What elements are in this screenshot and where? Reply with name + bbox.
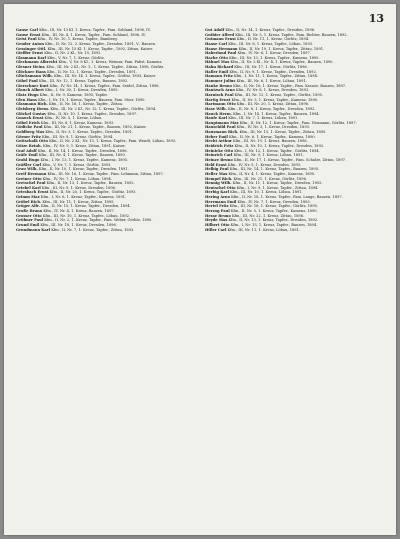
entry-name: Haufe Karl [205, 116, 228, 121]
entry-text: Kfm., IV, Nr. 6, 1. Kreuz, Dresden, 1897. [237, 51, 311, 56]
entry-text: Kfm., II, Nr. 2 Kl., Nr. 15, 1. Kreuz, Tapfer., Fam. Wendt, Löbau, 1893. [49, 139, 177, 144]
entry-name: Haller Emil [205, 69, 229, 74]
entry-text: Kfm., II, Nr. 10, 1. Kreuz, Tapfer., Dresden, 1892. [234, 144, 325, 149]
entry-text: Kfm., II, Nr. 15, 1. Kreuz, Tapfer., Dresden, 1894. [40, 204, 131, 209]
entry-name: Haberland Paul [205, 51, 237, 56]
entry-name: Grundmann Karl [16, 227, 51, 232]
entry-text: Kfm., III, Nr. 11, 1. Kreuz, Zittau, 1895. [42, 199, 115, 204]
entry-name: Hamann Fritz [205, 74, 233, 79]
entry-text: Kfm., IV, Nr. 10, 1. Kreuz, Tapfer., Bamberg. [37, 37, 119, 42]
entry-text: Kfm., II, Nr. 4, 1. Kreuz, Tapfer., Kamenz, 1890. [228, 171, 316, 176]
entry-name: Grimm Max [16, 195, 40, 200]
entry-text: Kfm., II, Nr. 12, 1. Kreuz, Tapfer., Fam. Neumann, Görlitz, 1897. [239, 120, 357, 125]
entry-name: Hentschel Otto [205, 185, 236, 190]
entry-name: Heber Emil [205, 134, 228, 139]
entry-name: Hache Otto [205, 55, 228, 60]
directory-entry [16, 228, 197, 232]
entry-name: Göbel Paul [16, 79, 38, 84]
entry-text: Kfm., I, Nr. 11, 1. Kreuz, Tapfer., Zittau, 1894. [233, 74, 319, 79]
entry-text: Kfm., II, Nr. 10, 1. Kreuz, Tapfer., Dresden, 1891. [38, 167, 129, 172]
entry-text: Kfm., III, Nr. 16, 1. Kreuz, Tapfer., Fam. Lehmann, Zittau, 1897. [47, 171, 164, 176]
entry-name: Hering Arno [205, 195, 231, 200]
entry-text: Kfm., II, Nr. 13, 1. Kreuz, Tapfer., Dresden, 1892. [228, 218, 319, 223]
entry-text: Kfm., III, Nr. 2 Kl., Nr. 1., 1. Kreuz, Tapfer., Zittau, 1896, Görlitz. [46, 65, 165, 70]
entry-name: Herbig Karl [205, 190, 229, 195]
entry-text: Kfm., III, Nr. 9, 1. Kreuz, Dresden, 1896. [41, 185, 117, 190]
entry-text: Kfm., III, Nr. 14, 1. Kreuz, Tapfer., Bauzen, 1895. [229, 167, 320, 172]
entry-text: Kfm., II, Nr. 11, 1. Kreuz, Tapfer., Dresden, 1892. [232, 181, 323, 186]
entry-text: Kfm., II, Nr. 7, 1. Kreuz, Tapfer., Zittau, 1893. [51, 227, 135, 232]
entry-name: Harnisch Paul [205, 92, 234, 97]
entry-text: Kfm., III, Nr. 14, 1. Kreuz, Tapfer., Görlitz, 1893, Kaiser. [54, 74, 156, 79]
entry-name: Gräßler Carl [16, 162, 42, 167]
entry-text: Kfm., IV, Nr. 5, 1. Kreuz, Löbau. [44, 116, 103, 121]
text-columns [16, 28, 386, 527]
entry-text: Kfm., II, Nr. 3, 1. Kreuz, Tapfer., Kamenz, 1890. [231, 97, 319, 102]
entry-text: Kfm., III, Nr. 8, 1. Kreuz, Kamenz, 1893. [40, 120, 115, 125]
entry-name: Gieffler Ernst [16, 51, 44, 56]
entry-name: Grund Emil [16, 222, 40, 227]
entry-name: Hecht Arthur [205, 139, 232, 144]
entry-text: Kfm., III, Nr. 7, 1. Kreuz, Löbau, 1891. [228, 116, 299, 121]
entry-name: Gut Adolf [205, 28, 225, 32]
entry-text: Kfm., III, Nr. 5, 1. Kreuz, Tapfer., Fam. Richter, Bauzen, 1892. [235, 32, 348, 37]
entry-name: Heidrich Fritz [205, 144, 234, 149]
entry-name: Gierschner Kurt [16, 83, 49, 88]
entry-text: Kfm., III, Nr. 18, 1. Kreuz, Dresden, 1896. [40, 222, 117, 227]
entry-text: Kfm., III, Nr. 6, 1. Kreuz, Löbau, 1891. [236, 79, 307, 84]
entry-name: Glöckner Hans [16, 69, 46, 74]
entry-name: Gleisberg Herm. [16, 106, 50, 111]
entry-text: Kfm., IV, Nr. 8, 1. Kreuz, Dresden, 1893. [235, 88, 310, 93]
entry-text: Kfm., III, Nr. 8, 1. Kreuz, Tapfer., Löbau, 1893. [228, 41, 314, 46]
entry-name: Heinicke Otto [205, 148, 234, 153]
entry-text: Kfm., II, Nr. 12, 2. Kreuz, Tapfer., Dresden, 1891, V., Bauzen. [45, 41, 157, 46]
entry-text: Kfm., II, Nr. 2 Kl., Nr. 15, 1892. [44, 51, 102, 56]
entry-text: Kfm., IV, Nr. 3, 1. Kreuz, Dresden, 1893. [236, 125, 311, 130]
entry-name: Hartig Ernst [205, 97, 231, 102]
right-column [205, 28, 386, 527]
entry-name: Gödicke Paul [16, 125, 43, 130]
entry-text: Kfm., II, Nr. 20, 1. Kreuz, Tapfer., Görlitz, 1893. [49, 190, 137, 195]
entry-text: Kfm., II, Nr. 2 Kl., Nr. 4, 1. Kreuz, Tapfer., Bauzen, 1890. [230, 60, 334, 65]
entry-text: Kfm., IV, Nr. 7, 1. Kreuz, Löbau, 1894. [42, 176, 112, 181]
document-page [4, 4, 396, 535]
entry-name: Hähnel Max [205, 60, 230, 65]
entry-text: Kfm., II, Nr. 16, 1. Kreuz, Tapfer., Zittau. [48, 102, 124, 107]
entry-name: Graf Adolf [16, 148, 37, 153]
entry-text: Kfm., II, Nr. 17, 1. Kreuz, Tapfer., Fam. Schulze, Zittau, 1897. [233, 157, 347, 162]
entry-text: Kfm., II, Nr. 11, 1. Kreuz, Görlitz, 1894. [237, 37, 310, 42]
entry-text: Kfm., II, Nr. 19, 1. Kreuz, Tapfer., Zittau, 1891. [238, 46, 325, 51]
entry-text: Kfm., II, Nr. 12, 1. Kreuz, Tapfer., Dresden, 1891. [47, 69, 137, 74]
entry-name: Glasmann Rich. [16, 102, 48, 107]
entry-text: Kfm., II, Nr. 18, 1. Kreuz, Tapfer., Fam. Lange, Bauzen, 1897. [231, 195, 343, 200]
entry-text: Kfm., I, Nr. 13, 1. Kreuz, Tapfer., Kamenz, 1895. [40, 157, 129, 162]
entry-name: Glatz Hugo [16, 92, 39, 97]
entry-name: Große Bruno [16, 208, 43, 213]
directory-entry [205, 228, 386, 232]
entry-text: Kfm., III, Nr. 8, 1. Kreuz, Görlitz, 1894. [42, 134, 114, 139]
entry-name: Hiller Carl [205, 227, 227, 232]
entry-text: Kfm., II, Nr. 16, 1. Kreuz, Tapfer., Fam. Krause, Bauzen, 1897. [233, 83, 347, 88]
entry-name: Hausmann Rich. [205, 130, 239, 135]
entry-name: Hertel Fritz [205, 204, 229, 209]
entry-name: Gottschalk Otto [16, 139, 48, 144]
entry-name: Glücksmann Wilh. [16, 74, 53, 79]
entry-text: Kfm., III, Nr. 10, 1. Kreuz, Tapfer., Löbau, 1892. [42, 213, 131, 218]
entry-text: Kfm., II, Nr. 9, 1. Kreuz, Tapfer., Dresden, 1892. [229, 69, 317, 74]
entry-text: Kfm., I, Nr. 30, 1. Kreuz, Dresden, 1895. [45, 88, 119, 93]
entry-text: Kfm., III, Nr. 2 Kl., Nr. 12, 1. Kreuz, Tapfer., Görlitz, 1894. [50, 106, 157, 111]
entry-text: Kfm., II, Nr. 3, 1. Kreuz, Tapfer., Dresden, 1891. [45, 130, 133, 135]
entry-text: Kfm., III, Nr. 15, 1. Kreuz, Tapfer., Zittau, 1895. [239, 130, 327, 135]
entry-name: Hauck Herm. [205, 111, 232, 116]
entry-name: Hanke Bruno [205, 83, 232, 88]
entry-text: Kfm., III, Nr. 12, 1. Kreuz, Tapfer., Görlitz, 1895. [234, 92, 324, 97]
entry-text: Kfm., I, Nr. 6, 1. Kreuz, Tapfer., Kamenz, 1891. [40, 195, 127, 200]
entry-text: Kfm., III, Nr. 12, 1. Kreuz, Tapfer., Bauzen, 1892. [38, 79, 129, 84]
entry-name: Helbig Paul [205, 167, 229, 172]
entry-name: Glöckel Gustav [16, 111, 47, 116]
entry-text: Kfm., II, Nr. 6, 1. Kreuz, Tapfer., Kamenz, 1890. [229, 134, 316, 139]
entry-name: Gleckmann Albrecht [16, 60, 58, 65]
entry-name: Glauch Albert [16, 88, 44, 93]
entry-name: Hilbert Otto [205, 222, 230, 227]
entry-name: Heinrich Carl [205, 153, 233, 158]
entry-name: Hesse Bruno [205, 213, 231, 218]
entry-text: Kfm., V, Nr. 8 Kl., 1. Kreuz, Weimar, Fam. Pabst, Kamenz. [58, 60, 163, 65]
entry-text: Kfm., I, Nr. 10, 1. Kreuz, Tapfer., Bauzen, Fam. Stier, 1890. [38, 97, 146, 102]
entry-name: Glasmann Karl [16, 55, 47, 60]
entry-name: Hahn Richard [205, 65, 234, 70]
entry-text: Kfm., I, Nr. 9, 1. Kreuz, Tapfer., Zittau, 1894. [236, 185, 319, 190]
entry-text: Kfm., III, Nr. 21, 1. Kreuz, Tapfer., Bauzen, 1892, Kaiser. [43, 125, 147, 130]
entry-text: Kfm., III, Nr. 9, 1. Kreuz, Löbau, 1891. [233, 153, 304, 158]
entry-name: Grahl Hugo [16, 157, 40, 162]
entry-name: Heinze Bruno [205, 157, 233, 162]
entry-name: Goldberg Max [16, 130, 45, 135]
entry-name: Hennig Wilh. [205, 181, 232, 186]
entry-name: Gräfe Emil [16, 153, 38, 158]
entry-text: Kfm., IV, Nr. 14, 1. Kreuz, Tapfer., Fam. Seidel, Zittau, 1896. [49, 83, 160, 88]
entry-name: Glen Hans [16, 97, 37, 102]
entry-name: Greif Hermann [16, 171, 47, 176]
entry-text: Kfm., II, Nr. 8, 1. Kreuz, Tapfer., Dresden, 1892. [228, 106, 316, 111]
entry-name: Gröbel Rich. [16, 199, 42, 204]
entry-text: Kfm., II, Nr. 10, 1. Kreuz, Tapfer., Dresden, 1897. [47, 111, 138, 116]
entry-text: Kfm., II, Nr. 9, Kamenz, 1895, Tapfer. [39, 92, 108, 97]
entry-text: Kfm., I, Nr. 14, 1. Kreuz, Tapfer., Bauzen, 1894. [233, 111, 320, 116]
entry-name: Griesbach Ernst [16, 190, 49, 195]
entry-name: Gender Anton [16, 41, 44, 46]
entry-name: Göbel Erich [16, 120, 40, 125]
entry-text: Kfm., III, Nr. 4, 1. Kreuz, Tapfer., Bauzen, 1890. [38, 153, 126, 158]
entry-name: Held Ernst [205, 162, 227, 167]
entry-name: Gause Carl [16, 28, 39, 32]
entry-name: Gessinger Ottl. [16, 46, 47, 51]
entry-text: Kfm., III, Nr. 20, 1. Kreuz, Zittau, 1896. [236, 102, 310, 107]
entry-text: Kfm., III, Nr. 13, 1. Kreuz, Tapfer., Kamenz, 1895. [229, 55, 320, 60]
entry-name: Heller Max [205, 171, 228, 176]
entry-name: Greiner Otto [16, 176, 42, 181]
entry-name: Gause Ernst [16, 32, 41, 37]
entry-text: Kfm., V, Nr. 7, 1. Kreuz, Görlitz. [47, 55, 105, 60]
entry-text: Kfm., IV, Nr. 5, 1. Kreuz, Dresden, 1893. [227, 162, 302, 167]
entry-name: Gutbier Alfred [205, 32, 235, 37]
entry-text: Kfm., I, Nr. 15, 1. Kreuz, Tapfer., Bauzen, 1894. [230, 222, 318, 227]
entry-name: Gnauck Ernst [16, 116, 44, 121]
entry-name: Griebel Karl [16, 185, 41, 190]
entry-name: Hauschild Paul [205, 125, 236, 130]
entry-name: Hammer Julius [205, 79, 236, 84]
entry-text: Kfm., II, Nr. 13, 1. Kreuz, Tapfer., Bauzen, 1892. [46, 181, 135, 186]
entry-name: Götze Reinh. [16, 144, 42, 149]
entry-text: Kfm., IV, Nr. 9, 1. Kreuz, Zittau, 1891, Kaiser. [42, 144, 126, 149]
entry-name: Hartmann Otto [205, 102, 236, 107]
entry-name: Gretschel Paul [16, 181, 46, 186]
entry-text: Kfm., II, Nr. 5, 1. Kreuz, Tapfer., Kamenz, 1890. [230, 208, 318, 213]
entry-text: Kfm., III, Nr. 17, 1. Kreuz, Görlitz, 1896. [234, 65, 308, 70]
page-number: 13 [368, 12, 384, 25]
entry-text: Kfm., II, Nr. 14, 1. Kreuz, Tapfer., Dresden, 1896. [37, 148, 128, 153]
entry-text: Kfm., I, Nr. 12, 1. Kreuz, Tapfer., Görlitz, 1894. [234, 148, 320, 153]
entry-name: Hempel Rich. [205, 176, 233, 181]
entry-text: Kfm., IV, Nr. 7, 1. Kreuz, Dresden, 1893. [237, 199, 311, 204]
entry-text: Kfm., III, Nr. 21, 1. Kreuz, Görlitz, 1896. [233, 176, 308, 181]
entry-text: Kfm., III, Nr. 10, 1. Kreuz, Löbau, 1891. [230, 190, 303, 195]
entry-text: Kfm., III, Nr. 19, 1. Kreuz, Bauzen, 1896. [233, 139, 308, 144]
entry-name: Grübner Paul [16, 218, 44, 223]
entry-name: Geist Paul [16, 37, 37, 42]
entry-name: Gutmann Ernst [205, 37, 236, 42]
entry-text: Kfm., II, Nr. 14, 1. Kreuz, Tapfer., Dresden, 1896. [225, 28, 316, 32]
entry-text: Kfm., III, Nr. 16, 1. Kreuz, Tapfer., Görlitz, 1895. [229, 204, 319, 209]
entry-name: Haase Carl [205, 41, 228, 46]
entry-text: Kfm., IV, Nr. 4, 1. Kreuz, Bauzen, 1897. [43, 208, 115, 213]
entry-name: Gröger Alfr. [16, 204, 40, 209]
entry-name: Görner Fritz [16, 134, 41, 139]
entry-name: Hase Wilh. [205, 106, 227, 111]
entry-name: Hauptmann Max [205, 120, 239, 125]
entry-name: Herrmann Emil [205, 199, 237, 204]
entry-name: Haase Hermann [205, 46, 238, 51]
entry-text: Kfm., II, Nr. 2, 1. Kreuz, Tapfer., Fam. Weber, Görlitz, 1890. [44, 218, 153, 223]
entry-name: Grau Wilh. [16, 167, 38, 172]
entry-name: Hantzsch Arno [205, 88, 235, 93]
entry-text: Kfm., III, Nr. 13 Kl. 1. Kreuz, Tapfer., Fam. Sohland, 1896, IV. [39, 28, 151, 32]
entry-text: Kfm., V, Nr. 7, 1. Kreuz, Görlitz, 1893. [42, 162, 112, 167]
entry-name: Herzog Paul [205, 208, 230, 213]
entry-name: Grosser Otto [16, 213, 42, 218]
entry-text: Kfm., III, Nr. 11, 1. Kreuz, Löbau, 1891. [227, 227, 301, 232]
entry-name: Heyde Max [205, 218, 228, 223]
entry-text: Kfm., III, Nr. 4, 1. Kreuz, Tapfer., Fam. Sohland, 1896, IV. [41, 32, 146, 37]
entry-text: Kfm., III, Nr. 22, 1. Kreuz, Zittau, 1896. [231, 213, 305, 218]
entry-text: Kfm., III, Nr. 15 Kl. 1. Kreuz, Tapfer., 1892, Zittau, Kaiser. [47, 46, 154, 51]
left-column [16, 28, 197, 527]
entry-name: Glesner Heinr. [16, 65, 46, 70]
